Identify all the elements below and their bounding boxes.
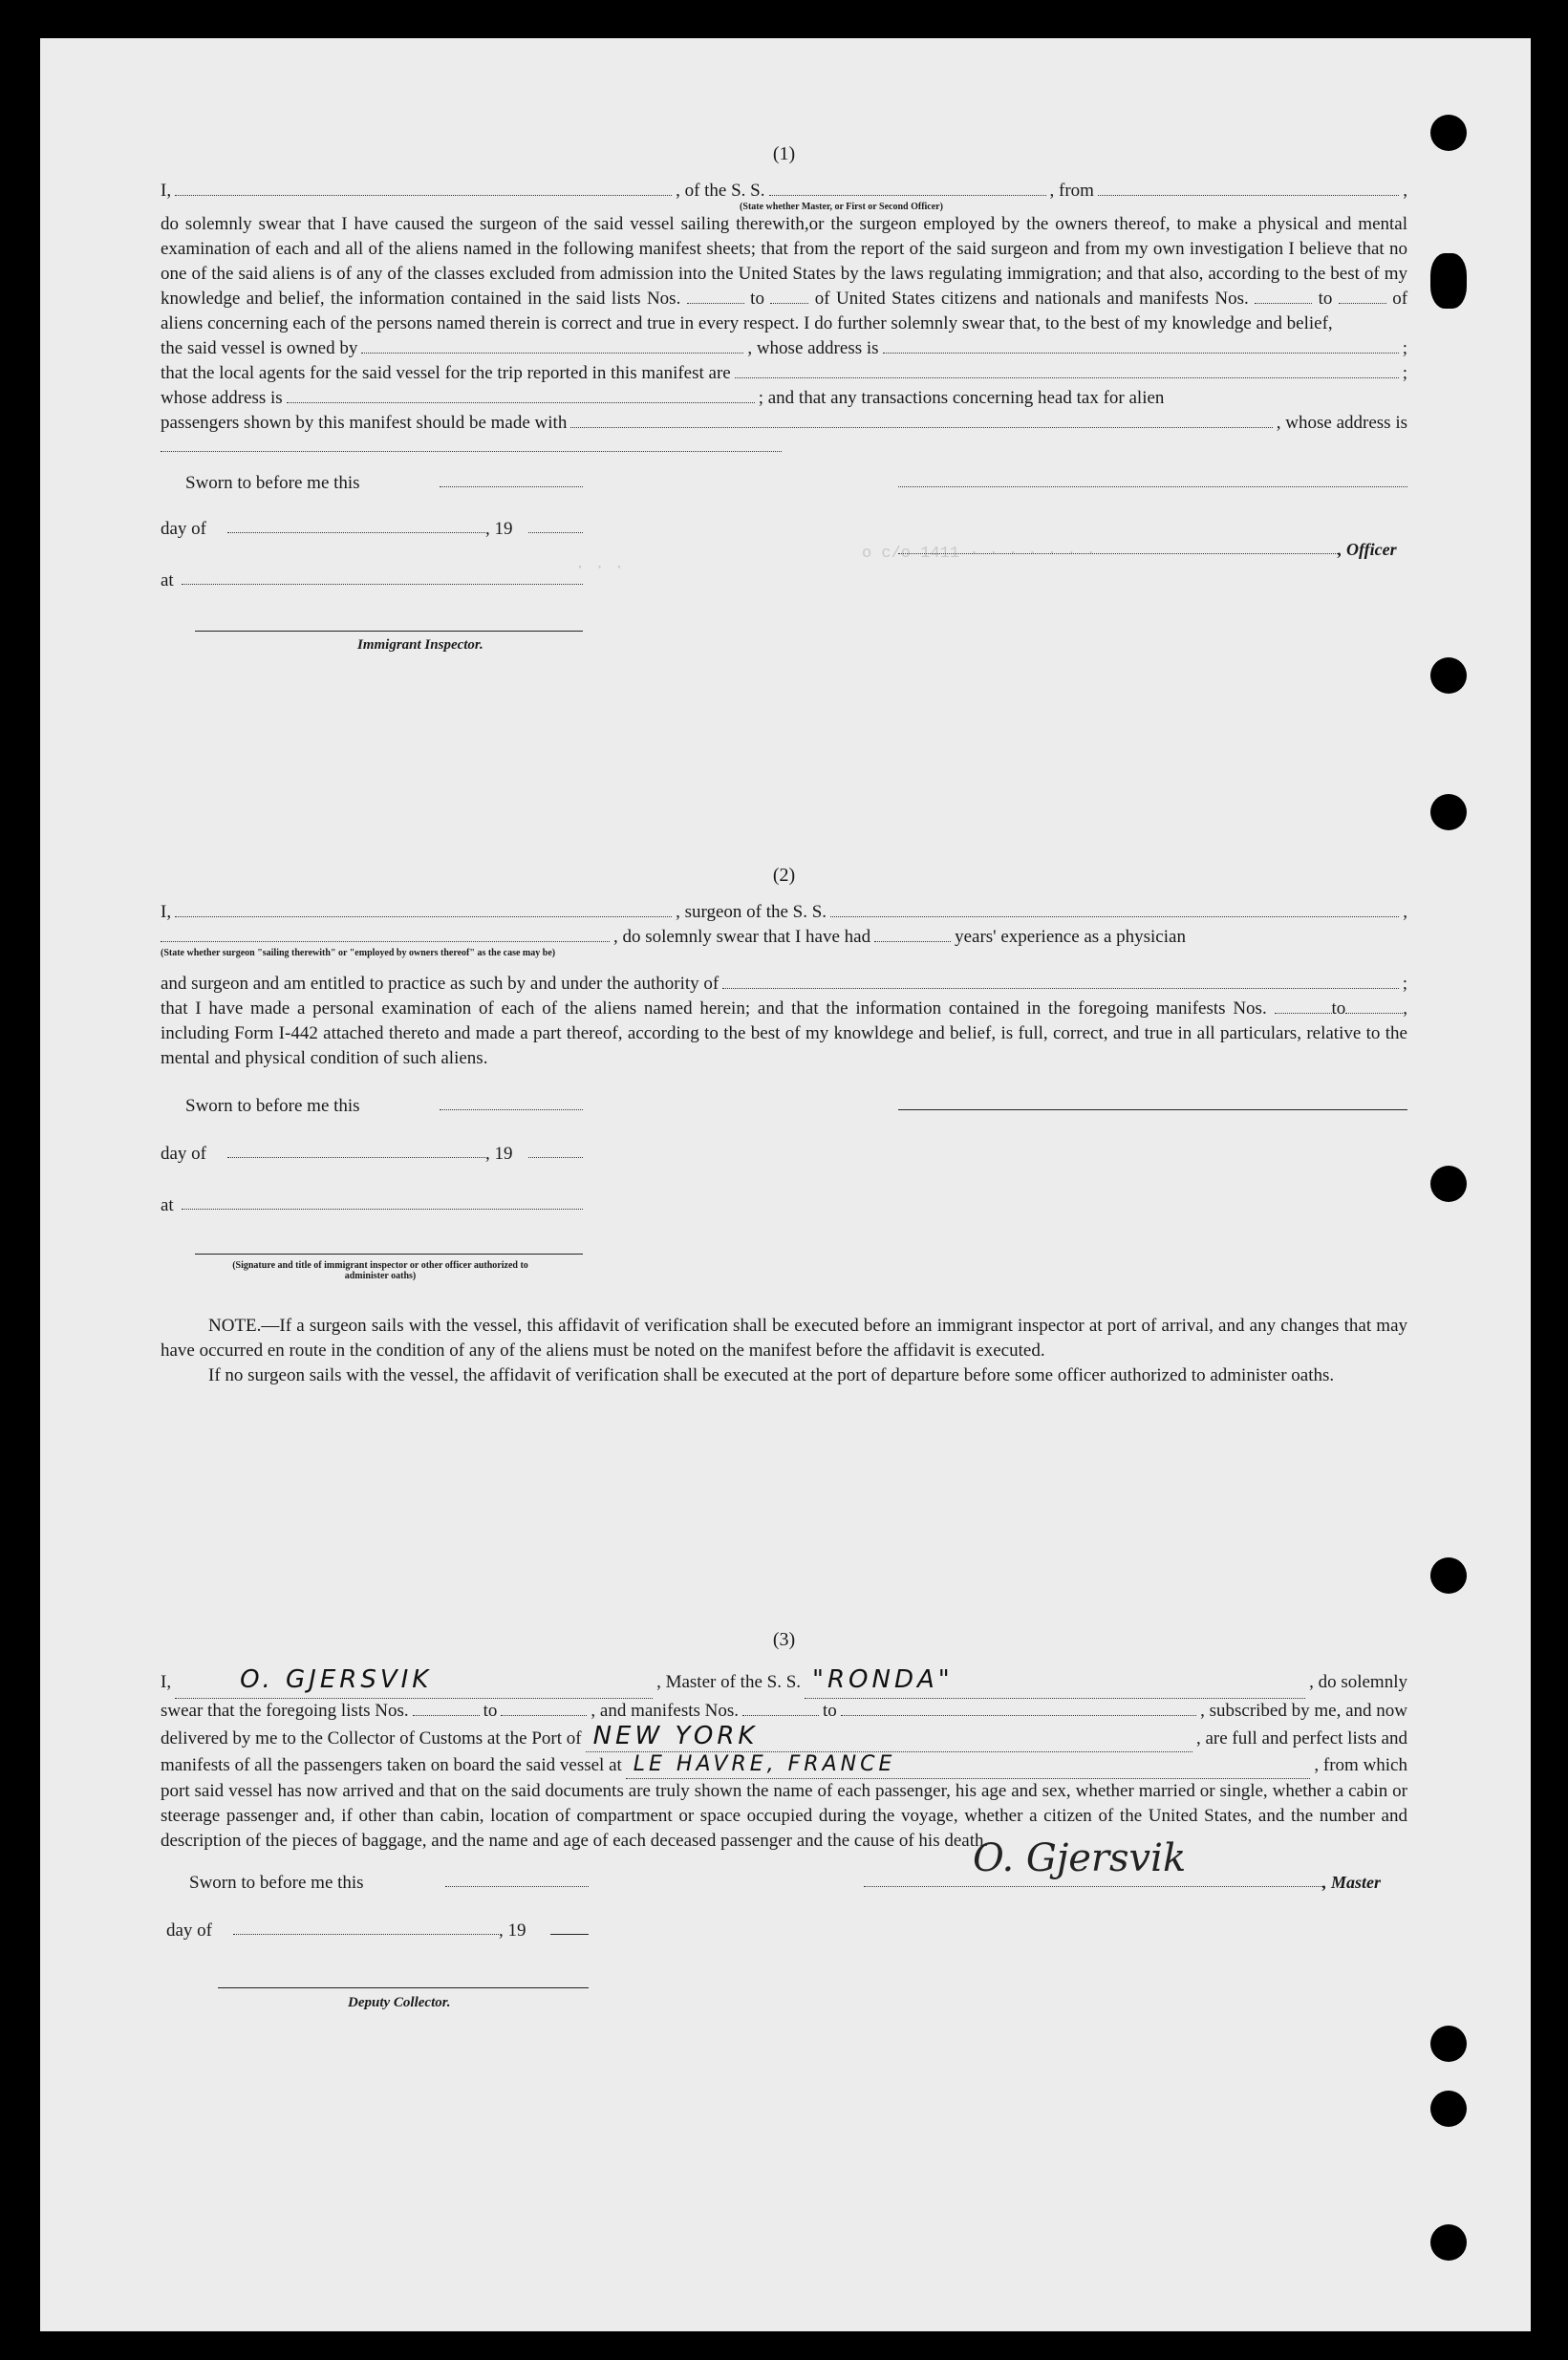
blank-field[interactable]	[1098, 180, 1399, 196]
blank-field[interactable]	[287, 387, 755, 403]
handwritten-master-name: O. GJERSVIK	[240, 1665, 433, 1694]
address-continuation	[161, 436, 1407, 452]
blank-field[interactable]	[175, 901, 672, 917]
blank-field[interactable]	[182, 1209, 583, 1210]
oath-body	[161, 997, 1407, 1071]
text: do solemnly swear that I have caused the surgeon of the said vessel sailing therewith,or the surgeon employed by the owners thereof, to make a physical and mental examination of each and all of the aliens named in the following manifest sheets; that from the report of the said surgeon and from my own investigation I believe that no one of the said aliens is of any of the classes excluded from admission into the United States by the laws regulating immigration; and that also, according to the best of my knowledge and belief, the information contained in the said lists Nos.	[161, 214, 1407, 309]
manifest-page	[40, 38, 1531, 2331]
handwritten-departure-port: LE HAVRE, FRANCE	[633, 1752, 896, 1776]
blank-field[interactable]	[735, 362, 1399, 378]
blank-field[interactable]	[550, 1934, 589, 1935]
blank-field[interactable]	[227, 532, 485, 533]
text: of aliens concerning each of the persons named therein is correct and true in every respect. I do further solemnly swear that, to the best of my knowledge and belief,	[161, 289, 1408, 333]
blank-field[interactable]	[874, 926, 951, 942]
blank-field[interactable]	[227, 1157, 485, 1158]
text: delivered by me to the Collector of Customs at the Port of	[161, 1728, 582, 1749]
agents-address-line	[161, 386, 1407, 411]
blank-field[interactable]	[182, 584, 583, 585]
text: whose address is	[161, 388, 283, 408]
sworn-block	[161, 1836, 1407, 2026]
master-signature: O. Gjersvik	[973, 1836, 1187, 1880]
text: , are full and perfect lists and	[1195, 1728, 1407, 1749]
text: , whose address is	[1276, 413, 1407, 433]
blank-field[interactable]	[769, 180, 1046, 196]
text: the best of my knowldege and belief, is full, correct, and true in all particulars, relative to the mental and physical condition of such aliens.	[161, 1023, 1407, 1068]
section-number: (3)	[772, 1629, 796, 1650]
blank-field[interactable]	[742, 1700, 819, 1716]
master-signature-line[interactable]	[864, 1886, 1322, 1887]
blank-field[interactable]	[233, 1934, 499, 1935]
port-field[interactable]	[586, 1724, 1192, 1752]
text: to	[823, 1701, 837, 1721]
section-3	[161, 1629, 1407, 2026]
text: at	[161, 1195, 174, 1215]
text: I,	[161, 902, 172, 922]
bleed-through-text: o c/o 1411 · · · · · · ·	[862, 545, 1096, 563]
text: of United States citizens and nationals and manifests Nos.	[814, 289, 1249, 309]
note-paragraph: NOTE.—If a surgeon sails with the vessel, this affidavit of verification shall be executed before an immigrant inspector at port of arrival, and any changes that may have occurred en route in the condition of any of the aliens must be noted on the manifest before the affidavit is executed.	[161, 1316, 1407, 1361]
punch-hole	[1430, 1166, 1467, 1202]
field-hint: (State whether Master, or First or Second Officer)	[740, 202, 943, 212]
inspector-caption: Immigrant Inspector.	[357, 637, 483, 653]
signature-line[interactable]	[195, 1254, 583, 1255]
sworn-block	[161, 473, 1407, 702]
owner-line: the said vessel is owned by , whose address is ;	[161, 336, 1407, 361]
text: Sworn to before me this	[185, 1096, 360, 1116]
note-paragraph: If no surgeon sails with the vessel, the affidavit of verification shall be executed at the port of departure before some officer authorized to administer oaths.	[208, 1365, 1335, 1385]
blank-field[interactable]	[1339, 303, 1386, 304]
surgeon-line: I, , surgeon of the S. S. ,	[161, 900, 1407, 925]
signature-caption: (Signature and title of immigrant inspector or other officer authorized to administer oaths)	[232, 1260, 528, 1281]
text: at	[161, 570, 174, 590]
text: , 19	[499, 1920, 526, 1941]
text: that the local agents for the said vessel for the trip reported in this manifest are	[161, 363, 731, 383]
oath-body: port said vessel has now arrived and that on the said documents are truly shown the name of each passenger, his age and sex, whether married or single, whether a cabin or steerage passenger and, if other than cabin, location of compartment or space occupied during the voyage, whether a citizen of the United States, and the number and description of the pieces of baggage, and the name and age of each deceased passenger and the cause of his death.	[161, 1781, 1407, 1851]
blank-field[interactable]	[528, 532, 583, 533]
text: to	[1331, 998, 1346, 1019]
section-number: (1)	[772, 143, 796, 164]
blank-field[interactable]	[722, 973, 1398, 989]
text: , 19	[485, 1144, 513, 1164]
punch-hole	[1430, 2224, 1467, 2261]
text: to	[750, 289, 764, 309]
text: , of the S. S.	[676, 181, 765, 201]
blank-field[interactable]	[687, 303, 744, 304]
text: years' experience as a physician	[955, 927, 1186, 947]
signature-line[interactable]	[898, 1109, 1407, 1110]
punch-hole	[1430, 794, 1467, 830]
blank-field[interactable]	[501, 1700, 587, 1716]
text: , including Form I-442 attached thereto and made a part thereof, according to	[161, 998, 1408, 1043]
lists-line	[161, 1699, 1407, 1724]
text: , 19	[485, 519, 513, 539]
master-line	[161, 1664, 1407, 1699]
field-hint: (State whether surgeon "sailing therewith" or "employed by owners thereof" as the case may be)	[161, 948, 556, 958]
punch-hole	[1430, 115, 1467, 151]
port-line	[161, 1724, 1407, 1752]
vessel-name-field[interactable]	[805, 1664, 1305, 1699]
handwritten-vessel-name: "RONDA"	[812, 1665, 954, 1694]
departure-field[interactable]	[626, 1752, 1311, 1779]
departure-line	[161, 1752, 1407, 1779]
agents-line: that the local agents for the said vessel for the trip reported in this manifest are ;	[161, 361, 1407, 386]
blank-field[interactable]	[440, 486, 583, 487]
text: , from which	[1314, 1755, 1407, 1775]
text: , whose address is	[747, 338, 879, 358]
oath-body	[161, 212, 1407, 336]
blank-field[interactable]	[898, 486, 1407, 487]
handwritten-port: NEW YORK	[592, 1722, 759, 1750]
text: , surgeon of the S. S.	[676, 902, 827, 922]
blank-field[interactable]	[413, 1700, 480, 1716]
text: to	[1318, 289, 1333, 309]
blank-field[interactable]	[528, 1157, 583, 1158]
text: to	[483, 1701, 498, 1721]
section-2	[161, 865, 1407, 1388]
text: that I have made a personal examination of each of the aliens named herein; and that the information contained in the	[161, 998, 1071, 1019]
text: I,	[161, 1672, 172, 1692]
blank-field[interactable]	[361, 337, 743, 354]
text: Sworn to before me this	[185, 473, 360, 493]
deputy-caption: Deputy Collector.	[348, 1995, 451, 2010]
text: day of	[161, 1144, 207, 1164]
blank-field[interactable]	[440, 1109, 583, 1110]
master-caption: , Master	[1322, 1873, 1382, 1892]
blank-field[interactable]	[161, 926, 610, 942]
text: , from	[1049, 181, 1094, 201]
blank-field[interactable]	[841, 1700, 1196, 1716]
text: , subscribed by me, and now	[1200, 1701, 1407, 1721]
text: and surgeon and am entitled to practice as such by and under the authority of	[161, 974, 720, 994]
punch-hole	[1430, 2091, 1467, 2127]
blank-field[interactable]	[1275, 1013, 1332, 1014]
text: passengers shown by this manifest should be made with	[161, 413, 568, 433]
text: I,	[161, 181, 172, 201]
text: , Master of the S. S.	[656, 1672, 802, 1692]
punch-hole	[1430, 253, 1467, 309]
punch-hole	[1430, 2026, 1467, 2062]
blank-field[interactable]	[161, 436, 782, 452]
blank-field[interactable]	[1345, 1013, 1403, 1014]
text: , do solemnly swear that I have had	[613, 927, 871, 947]
blank-field[interactable]	[445, 1886, 589, 1887]
blank-field[interactable]	[175, 180, 672, 196]
sworn-block	[161, 1096, 1407, 1281]
text: day of	[166, 1920, 213, 1941]
blank-field[interactable]	[570, 412, 1272, 428]
blank-field[interactable]	[1255, 303, 1312, 304]
text: foregoing manifests Nos.	[1078, 998, 1267, 1019]
bleed-through-text: · · ·	[575, 559, 625, 577]
text: manifests of all the passengers taken on board the said vessel at	[161, 1755, 622, 1775]
blank-field[interactable]	[770, 303, 808, 304]
text: the said vessel is owned by	[161, 338, 358, 358]
section-number: (2)	[772, 865, 796, 886]
section-1	[161, 143, 1407, 702]
authority-line: and surgeon and am entitled to practice as such by and under the authority of ;	[161, 972, 1407, 997]
text: ; and that any transactions concerning head tax for alien	[758, 388, 1165, 408]
text: Sworn to before me this	[189, 1873, 364, 1893]
text: , and manifests Nos.	[591, 1701, 740, 1721]
blank-field[interactable]	[830, 901, 1399, 917]
punch-hole	[1430, 657, 1467, 694]
head-tax-line	[161, 411, 1407, 436]
punch-hole	[1430, 1557, 1467, 1594]
experience-line	[161, 925, 1407, 950]
signature-line[interactable]	[195, 631, 583, 632]
officer-caption: , Officer	[1338, 540, 1397, 559]
blank-field[interactable]	[898, 553, 1338, 554]
text: , do solemnly	[1309, 1672, 1407, 1692]
oath-line: I, , of the S. S. , from ,	[161, 179, 1407, 204]
master-name-field[interactable]	[175, 1664, 653, 1699]
text: day of	[161, 519, 207, 539]
blank-field[interactable]	[883, 337, 1399, 354]
text: swear that the foregoing lists Nos.	[161, 1701, 409, 1721]
signature-line[interactable]	[218, 1987, 589, 1988]
